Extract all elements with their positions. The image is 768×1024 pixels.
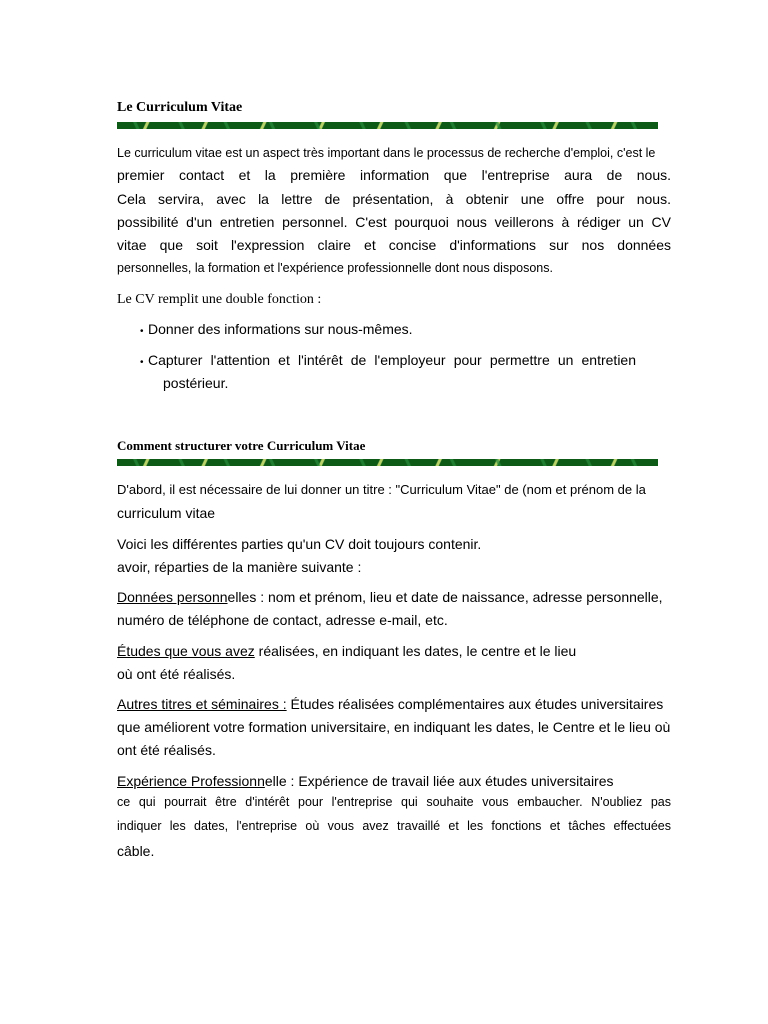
- list-item-experience: [117, 773, 614, 789]
- item-label: Expérience Professionn: [117, 773, 265, 789]
- paragraph-line: D'abord, il est nécessaire de lui donner un titre : "Curriculum Vitae" de (nom et prénom de la: [117, 482, 646, 497]
- item-text: elles : nom et prénom, lieu et date de naissance, adresse personnelle,: [227, 589, 663, 605]
- item-label: Données personn: [117, 589, 228, 605]
- paragraph-line: premier contact et la première information que l'entreprise aura de nous.: [117, 167, 671, 183]
- list-item-etudes: [117, 643, 576, 659]
- list-item-donnees: [117, 589, 663, 605]
- paragraph-line: numéro de téléphone de contact, adresse e-mail, etc.: [117, 612, 448, 628]
- paragraph-line: que améliorent votre formation universitaire, en indiquant les dates, le Centre et le lieu où: [117, 719, 671, 735]
- paragraph-line: possibilité d'un entretien personnel. C'est pourquoi nous veillerons à rédiger un CV: [117, 214, 671, 230]
- paragraph-line: avoir, réparties de la manière suivante :: [117, 559, 362, 575]
- bullet-text: Donner des informations sur nous-mêmes.: [148, 321, 413, 337]
- bullet-text: Capturer l'attention et l'intérêt de l'employeur pour permettre un entretien: [148, 352, 636, 368]
- item-text: elle : Expérience de travail liée aux études universitaires: [264, 773, 614, 789]
- bullet-icon: •: [140, 326, 144, 337]
- paragraph-line: ont été réalisés.: [117, 742, 216, 758]
- list-item-autres: [117, 696, 663, 712]
- paragraph-line: câble.: [117, 843, 155, 859]
- paragraph-line: indiquer les dates, l'entreprise où vous avez travaillé et les fonctions et tâches effectuées: [117, 819, 671, 833]
- bullet-icon: •: [140, 357, 144, 368]
- item-label: Études que vous avez: [117, 643, 255, 659]
- decorative-divider: [117, 122, 658, 129]
- bullet-item: [140, 352, 636, 368]
- paragraph-line: vitae que soit l'expression claire et concise d'informations sur nos données: [117, 237, 671, 253]
- bullet-item: [140, 321, 413, 337]
- paragraph-line: Voici les différentes parties qu'un CV doit toujours contenir.: [117, 536, 482, 552]
- bullet-continuation: postérieur.: [163, 375, 229, 391]
- item-text: Études réalisées complémentaires aux études universitaires: [286, 696, 664, 712]
- double-function-intro: Le CV remplit une double fonction :: [117, 292, 322, 307]
- paragraph-line: où ont été réalisés.: [117, 666, 236, 682]
- item-label: Autres titres et séminaires :: [117, 696, 287, 712]
- decorative-divider: [117, 459, 658, 466]
- paragraph-line: personnelles, la formation et l'expérience professionnelle dont nous disposons.: [117, 261, 553, 275]
- section-title-cv: Le Curriculum Vitae: [117, 100, 243, 115]
- paragraph-line: curriculum vitae: [117, 505, 216, 521]
- paragraph-line: Cela servira, avec la lettre de présentation, à obtenir une offre pour nous.: [117, 191, 671, 207]
- section-title-structure: Comment structurer votre Curriculum Vitae: [117, 438, 366, 453]
- paragraph-line: Le curriculum vitae est un aspect très important dans le processus de recherche d'emploi, c'est le: [117, 146, 656, 160]
- item-text: réalisées, en indiquant les dates, le centre et le lieu: [254, 643, 577, 659]
- paragraph-line: ce qui pourrait être d'intérêt pour l'entreprise qui souhaite vous embaucher. N'oubliez pas: [117, 795, 671, 809]
